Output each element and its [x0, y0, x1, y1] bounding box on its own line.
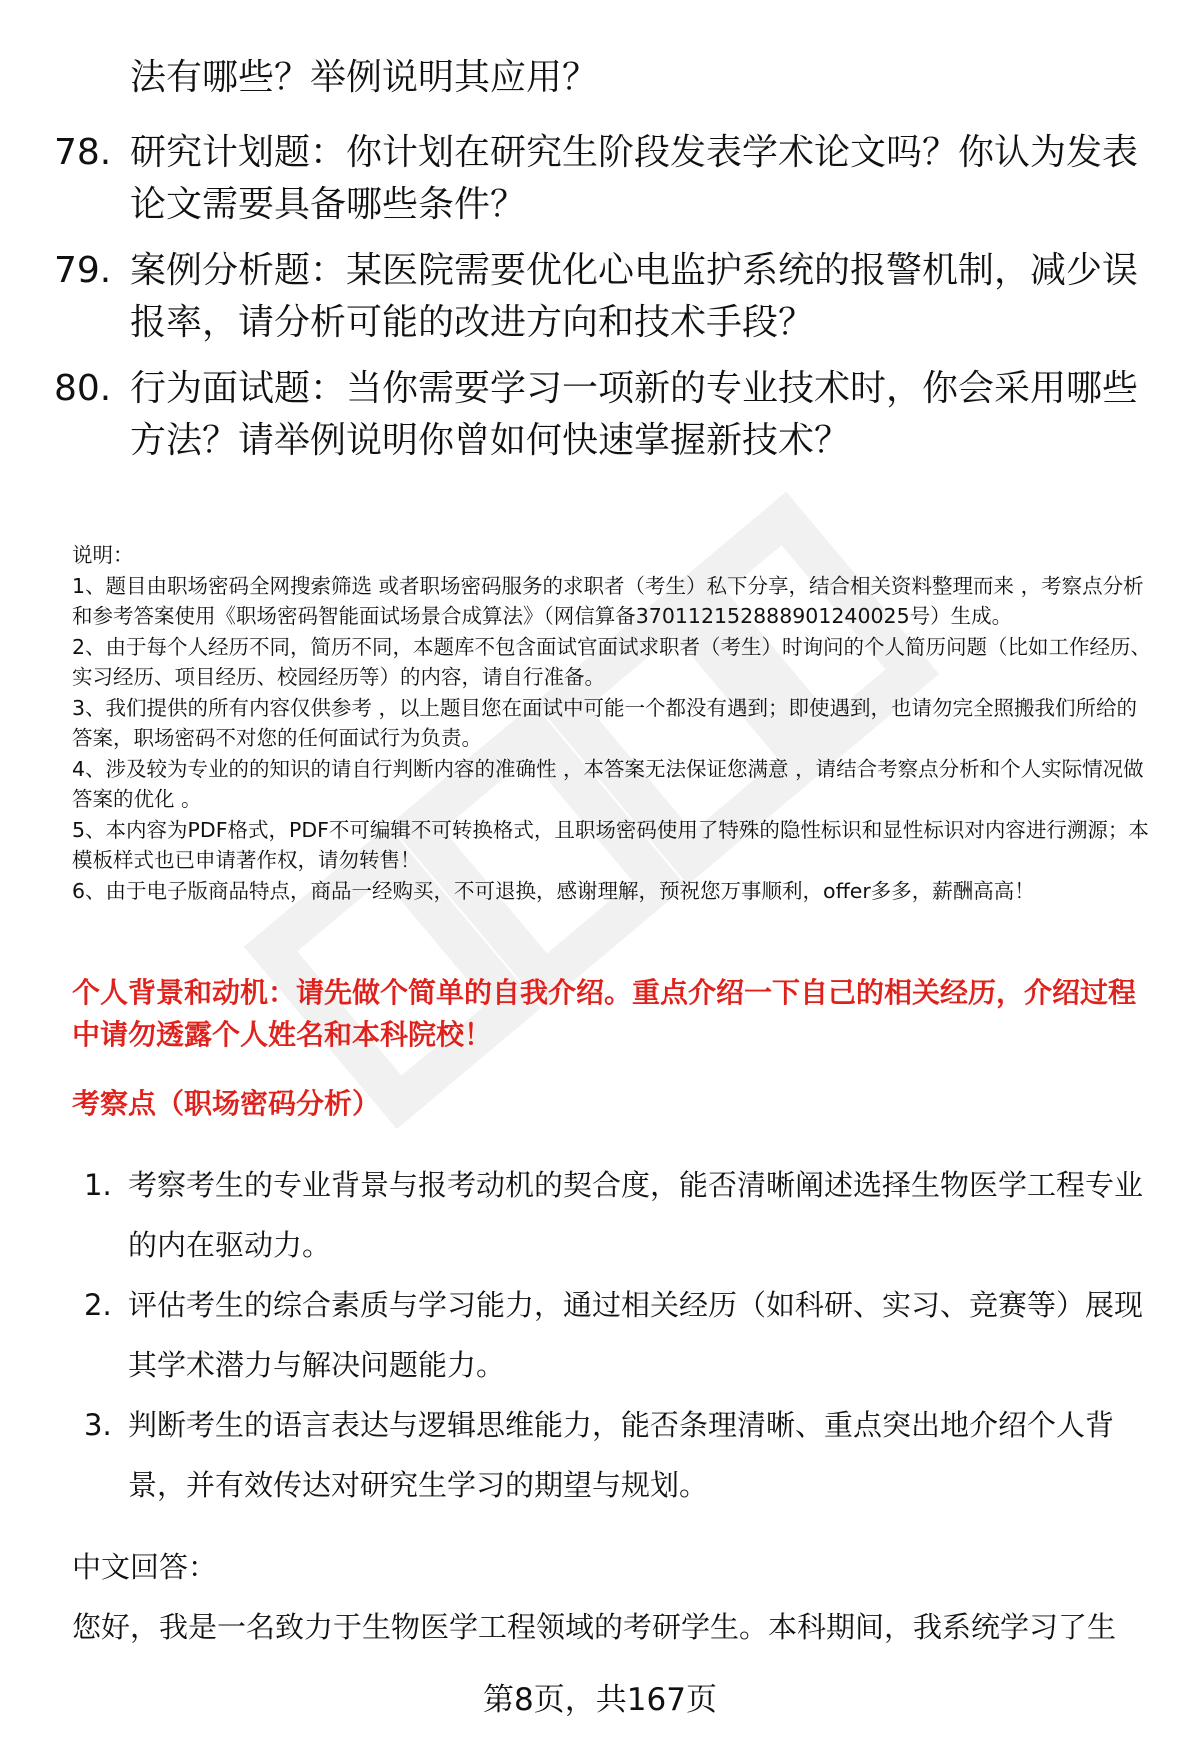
point-number: 1.	[84, 1168, 112, 1202]
point-number: 2.	[84, 1288, 112, 1322]
analysis-point	[0, 1275, 1200, 1395]
question-line: 论文需要具备哪些条件？	[130, 184, 527, 225]
notes-item: 1、题目由职场密码全网搜索筛选 或者职场密码服务的求职者（考生）私下分享，结合相关资料整理而来 ，考察点分析和参考答案使用《职场密码智能面试场景合成算法》（网信算备370112152888901240025号）生成。	[72, 573, 1144, 628]
disclaimer-notes	[72, 540, 1152, 906]
analysis-heading: 考察点（职场密码分析）	[72, 1087, 381, 1120]
question-text	[130, 52, 1140, 104]
answer-text: 您好，我是一名致力于生物医学工程领域的考研学生。本科期间，我系统学习了生	[72, 1610, 1117, 1644]
notes-title: 说明：	[72, 543, 134, 567]
notes-item: 2、由于每个人经历不同，简历不同，本题库不包含面试官面试求职者（考生）时询问的个人简历问题（比如工作经历、实习经历、项目经历、校园经历等）的内容，请自行准备。	[72, 634, 1152, 689]
question-line: 法有哪些？举例说明其应用？	[130, 57, 599, 98]
analysis-point	[0, 1395, 1200, 1515]
question-text	[130, 363, 1140, 467]
answer-label: 中文回答：	[72, 1550, 218, 1584]
point-text: 判断考生的语言表达与逻辑思维能力，能否条理清晰、重点突出地介绍个人背景，并有效传达对研究生学习的期望与规划。	[128, 1408, 1115, 1502]
question-text	[130, 245, 1140, 349]
question-line: 行为面试题：当你需要学习一项新的专业技术时，你会采用哪些	[130, 368, 1139, 409]
analysis-point	[0, 1155, 1200, 1275]
question-line: 研究计划题：你计划在研究生阶段发表学术论文吗？你认为发表	[130, 132, 1139, 173]
notes-item: 3、我们提供的所有内容仅供参考 ，以上题目您在面试中可能一个都没有遇到；即使遇到，也请勿完全照搬我们所给的答案，职场密码不对您的任何面试行为负责。	[72, 695, 1138, 750]
question-line: 方法？请举例说明你曾如何快速掌握新技术？	[130, 420, 851, 461]
question-number: 80.	[54, 368, 112, 409]
question-number: 79.	[54, 250, 112, 291]
point-text: 评估考生的综合素质与学习能力，通过相关经历（如科研、实习、竞赛等）展现其学术潜力与解决问题能力。	[128, 1288, 1144, 1382]
notes-item: 4、涉及较为专业的的知识的请自行判断内容的准确性 ，本答案无法保证您满意 ，请结合考察点分析和个人实际情况做答案的优化 。	[72, 756, 1144, 811]
question-line: 报率，请分析可能的改进方向和技术手段？	[130, 302, 815, 343]
point-number: 3.	[84, 1408, 112, 1442]
question-text	[130, 127, 1140, 231]
notes-item: 5、本内容为PDF格式，PDF不可编辑不可转换格式，且职场密码使用了特殊的隐性标识和显性标识对内容进行溯源；本模板样式也已申请著作权，请勿转售！	[72, 817, 1149, 872]
question-line: 案例分析题：某医院需要优化心电监护系统的报警机制，减少误	[130, 250, 1139, 291]
notes-item: 6、由于电子版商品特点，商品一经购买，不可退换，感谢理解，预祝您万事顺利，offer多多，薪酬高高！	[72, 878, 1035, 903]
page-number: 第8页，共167页	[483, 1682, 717, 1718]
analysis-points	[0, 1155, 1200, 1515]
question-number: 78.	[54, 132, 112, 173]
section-question-heading: 个人背景和动机：请先做个简单的自我介绍。重点介绍一下自己的相关经历，介绍过程中请勿透露个人姓名和本科院校！	[72, 976, 1137, 1051]
point-text: 考察考生的专业背景与报考动机的契合度，能否清晰阐述选择生物医学工程专业的内在驱动力。	[128, 1168, 1144, 1262]
